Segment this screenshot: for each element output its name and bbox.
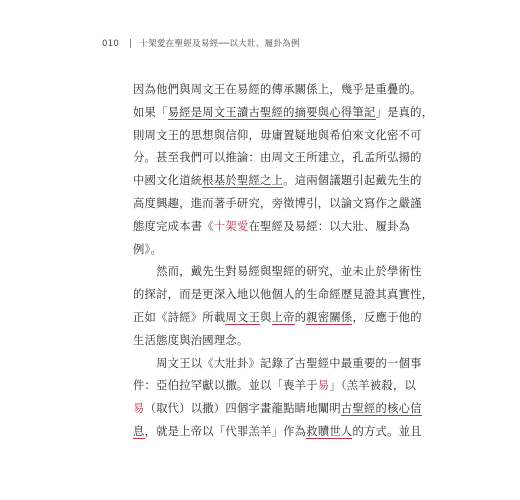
header-title: 十架愛在聖經及易經──以大壯、履卦為例	[139, 39, 300, 49]
page-number: 010	[102, 39, 120, 49]
highlighted-word: 易	[133, 402, 145, 416]
underlined-phrase: 周文王	[225, 310, 261, 324]
text-line	[133, 398, 422, 421]
text-segment: 」（羔羊被殺，以	[329, 379, 417, 393]
text-segment: 然而，戴先生對易經與聖經的研究，並未止於學術性	[133, 265, 422, 279]
text-segment: 的探討，而是更深入地以他個人的生命經歷見證其真實性，	[133, 288, 434, 302]
text-line	[133, 239, 395, 262]
text-segment: 分。甚至我們可以推論：由周文王所建立，孔孟所弘揚的	[133, 151, 422, 165]
underlined-phrase: 易經是周文王讀古聖經的摘要與心得筆記	[167, 105, 376, 119]
highlighted-word: 易	[317, 379, 330, 393]
text-segment: 。這兩個議題引起戴先生的	[283, 174, 422, 188]
text-segment: 則周文王的思想與信仰，毋庸置疑地與希伯來文化密不可	[133, 128, 422, 142]
text-segment: （取代）以撒）四個字畫龍點睛地闡明	[144, 402, 341, 416]
underlined-phrase: 上帝	[271, 310, 295, 324]
text-line	[133, 125, 422, 148]
text-line	[133, 102, 434, 125]
text-segment: 的	[294, 310, 307, 324]
text-segment: 與	[260, 310, 272, 324]
text-segment: 因為他們與周文王在易經的傳承關係上，幾乎是重疊的。	[133, 83, 422, 96]
body-text	[133, 79, 434, 444]
text-line	[133, 193, 422, 216]
text-line	[133, 216, 411, 239]
text-line	[133, 79, 422, 102]
highlighted-word: 十架愛	[213, 219, 249, 233]
text-segment: 生活態度與治國理念。	[133, 333, 249, 347]
text-line	[133, 284, 434, 307]
text-line	[133, 375, 417, 398]
text-line	[133, 307, 422, 330]
underlined-phrase: 救贖世人	[306, 424, 353, 438]
text-segment: 正如《詩經》所載	[133, 310, 226, 324]
text-segment: ，就是上帝以「代罪羔羊」作為	[144, 424, 307, 438]
header-separator: |	[129, 39, 133, 49]
text-line	[133, 170, 422, 193]
running-header	[102, 37, 300, 49]
text-segment: 在聖經及易經：以大壯、履卦為	[248, 219, 411, 233]
underlined-phrase: 息	[133, 424, 145, 438]
text-line	[133, 353, 422, 376]
text-segment: 態度完成本書《	[133, 219, 214, 233]
text-segment: 例》。	[133, 242, 162, 256]
text-segment: 周文王以《大壯卦》記錄了古聖經中最重要的一個事	[133, 356, 422, 370]
text-segment: 高度興趣，進而著手研究，旁徵博引，以論文寫作之嚴謹	[133, 196, 422, 210]
text-segment: ，反應于他的	[352, 310, 422, 324]
underlined-phrase: 古聖經的核心信	[340, 402, 422, 416]
text-line	[133, 261, 422, 284]
underlined-phrase: 親密關係	[306, 310, 353, 324]
underlined-phrase: 根基於聖經之上	[202, 174, 284, 188]
text-segment: 的方式。並且	[352, 424, 422, 438]
text-segment: 件：亞伯拉罕獻以撒。並以「喪羊于	[133, 379, 318, 393]
text-segment: 」是真的，	[375, 105, 434, 119]
text-segment: 如果「	[133, 105, 168, 119]
text-line	[133, 421, 422, 444]
text-line	[133, 147, 422, 170]
text-line	[133, 330, 395, 353]
text-segment: 中國文化道統	[133, 174, 203, 188]
